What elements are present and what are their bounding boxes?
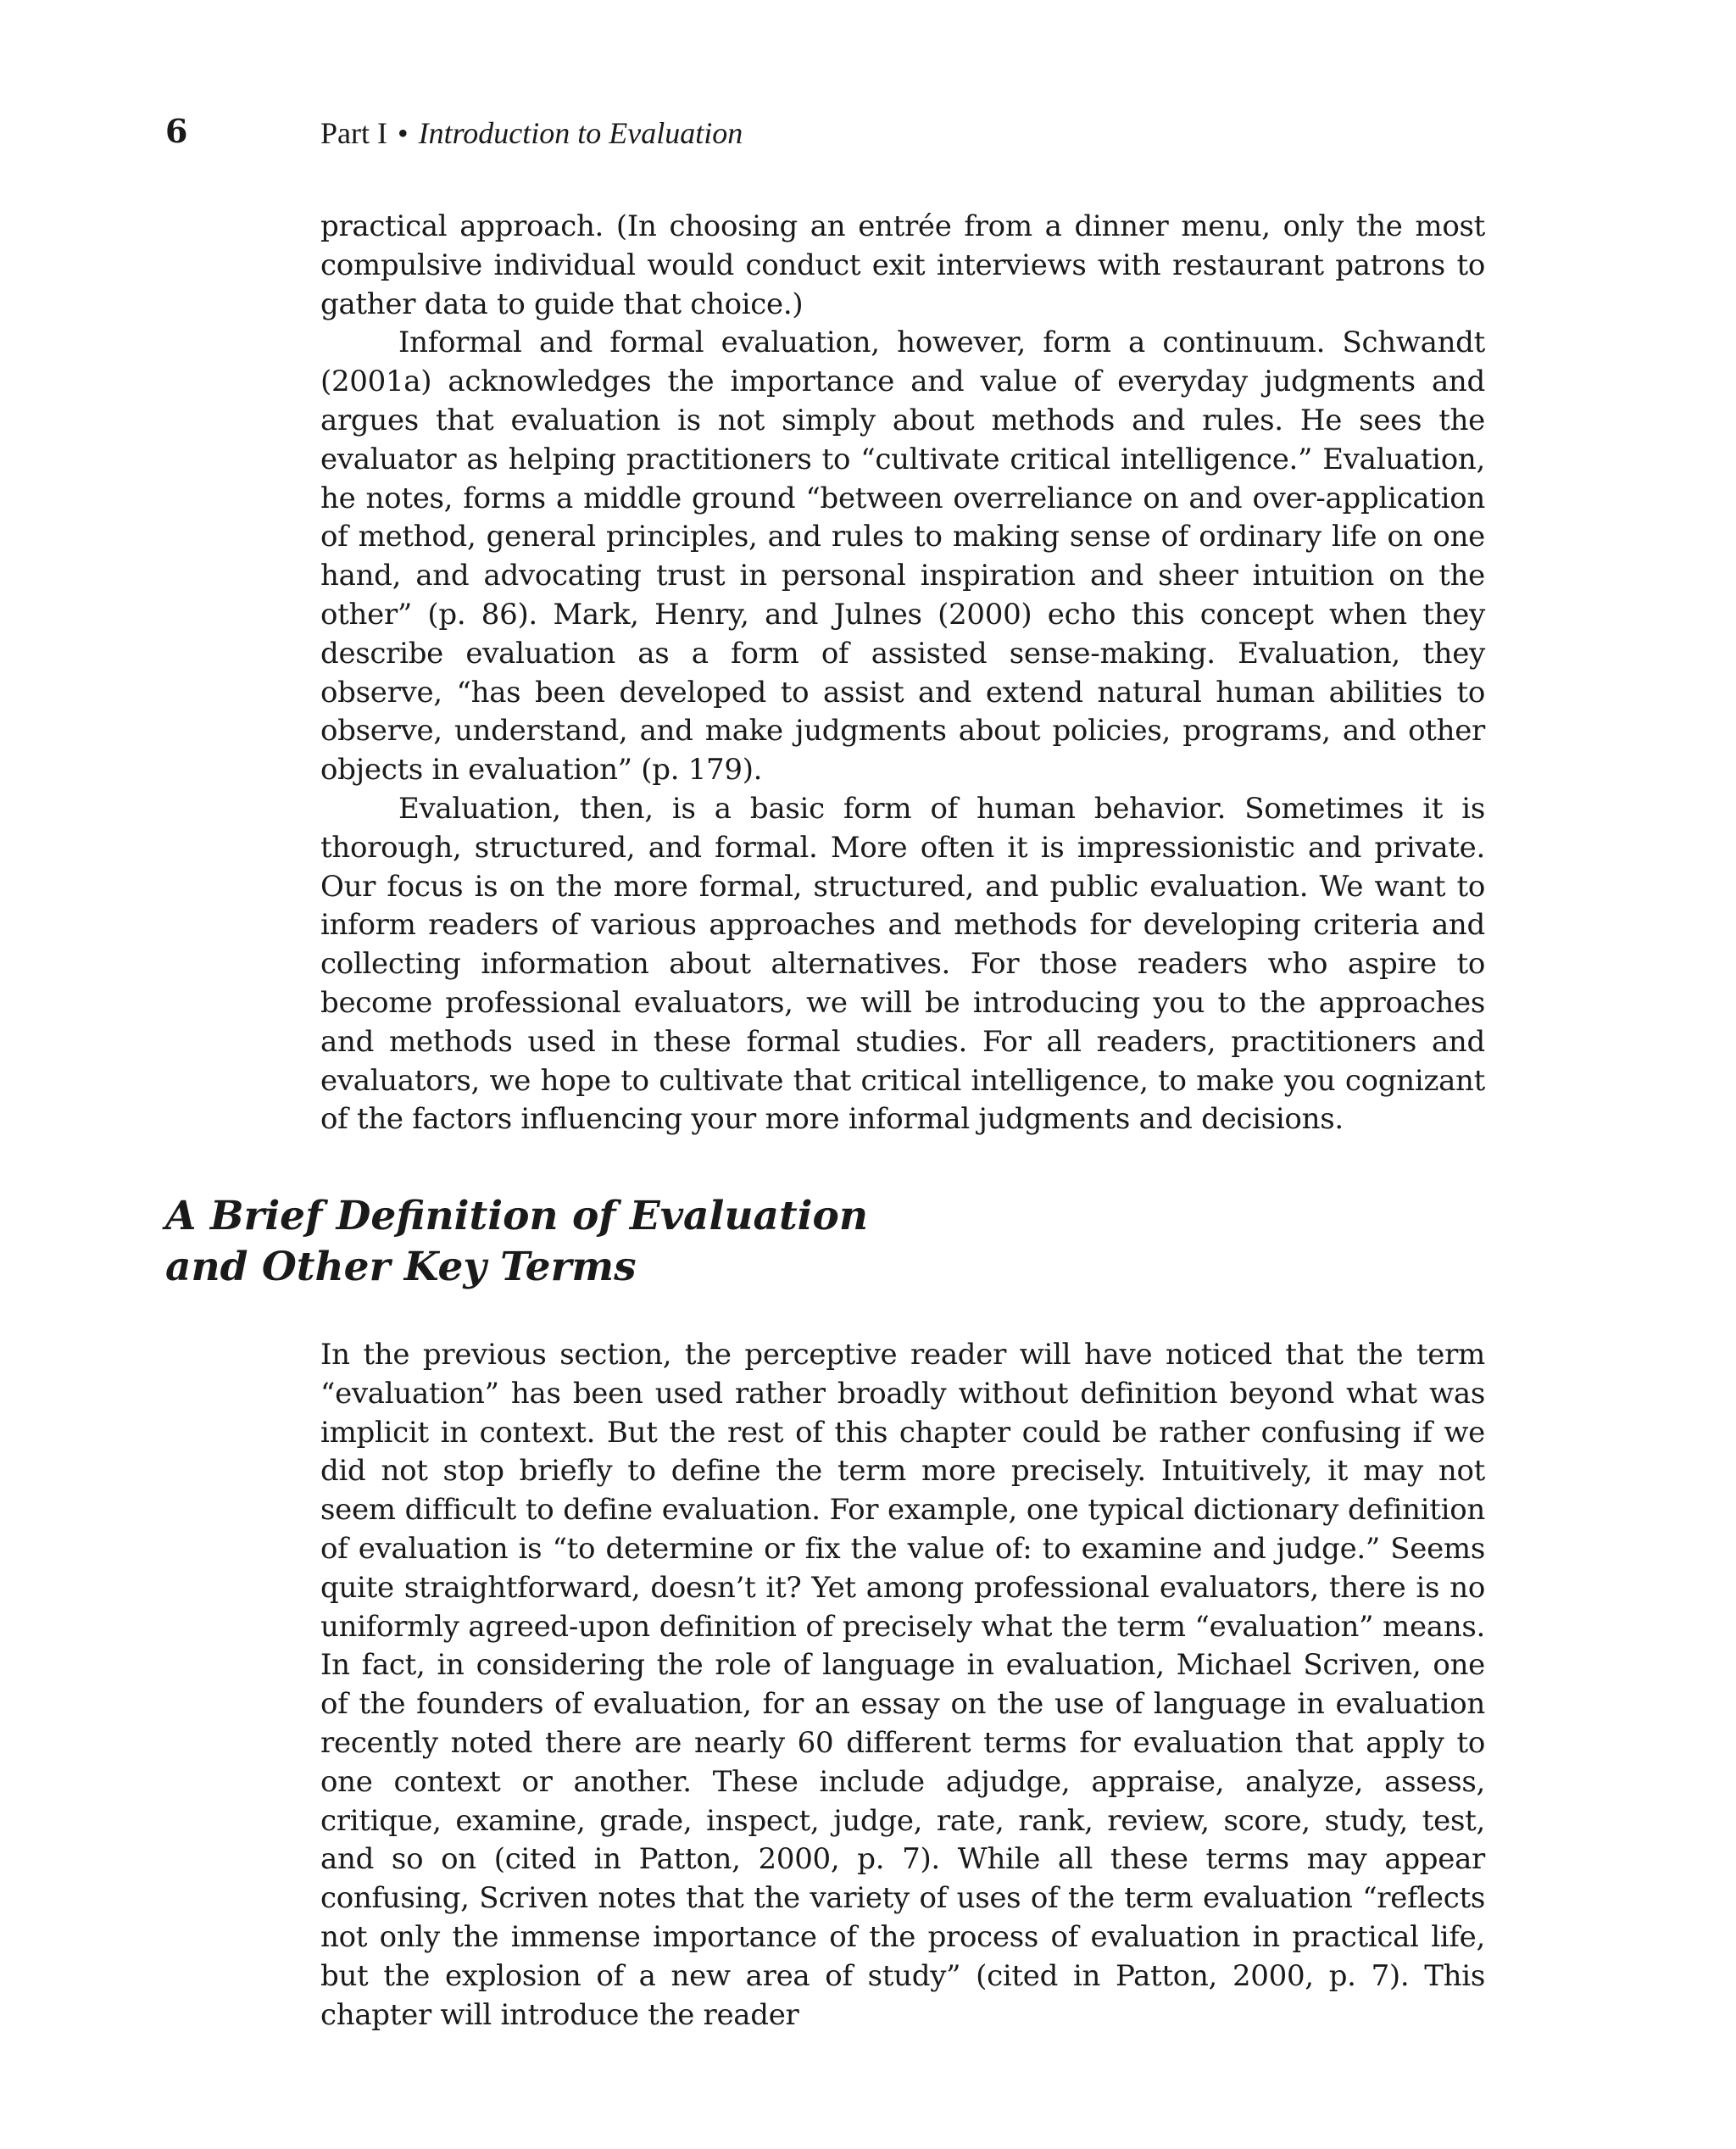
paragraph-continuation: practical approach. (In choosing an entrée from a dinner menu, only the most compulsive individual would conduct exit interviews with restaurant patrons to gather data to guide that choice.) <box>320 209 1485 321</box>
section-heading <box>165 1191 868 1293</box>
page-number: 6 <box>165 112 188 150</box>
body-text-top <box>320 208 1485 1139</box>
paragraph-basic-behavior: Evaluation, then, is a basic form of human behavior. Sometimes it is thorough, structured, and formal. More often it is impressionistic and private. Our focus is on the more formal, structured, and public evaluation. We want to inform readers of various approaches and methods for developing criteria and collecting information about alternatives. For those readers who aspire to become professional evaluators, we will be introducing you to the approaches and methods used in these formal studies. For all readers, practitioners and evaluators, we hope to cultivate that critical intelligence, to make you cognizant of the factors influencing your more informal judgments and decisions. <box>320 791 1485 1137</box>
section-heading-line1: A Brief Definition of Evaluation <box>165 1193 869 1239</box>
body-text-bottom <box>320 1336 1485 2035</box>
part-label: Part I <box>320 116 387 150</box>
section-heading-line2: and Other Key Terms <box>165 1244 637 1290</box>
paragraph-informal-formal: Informal and formal evaluation, however, form a continuum. Schwandt (2001a) acknowledges the importance and value of everyday judgments and argues that evaluation is not simply about methods and rules. He sees the evaluator as helping practitioners to “cultivate critical intelligence.” Evaluation, he notes, forms a middle ground “between overreliance on and over-application of method, general principles, and rules to making sense of ordinary life on one hand, and advocating trust in personal inspiration and sheer intuition on the other” (p. 86). Mark, Henry, and Julnes (2000) echo this concept when they describe evaluation as a form of assisted sense-making. Evaluation, they observe, “has been developed to assist and extend natural human abilities to observe, understand, and make judgments about policies, programs, and other objects in evaluation” (p. 179). <box>320 326 1485 788</box>
paragraph-definition: In the previous section, the perceptive reader will have noticed that the term “evaluation” has been used rather broadly without definition beyond what was implicit in context. But the rest of this chapter could be rather confusing if we did not stop briefly to define the term more precisely. Intuitively, it may not seem difficult to define evaluation. For example, one typical dictionary definition of evaluation is “to determine or fix the value of: to examine and judge.” Seems quite straightforward, doesn’t it? Yet among professional evaluators, there is no uniformly agreed-upon definition of precisely what the term “evaluation” means. In fact, in considering the role of language in evaluation, Michael Scriven, one of the founders of evaluation, for an essay on the use of language in evaluation recently noted there are nearly 60 different terms for evaluation that apply to one context or another. These include adjudge, appraise, analyze, assess, critique, examine, grade, inspect, judge, rate, rank, review, score, study, test, and so on (cited in Patton, 2000, p. 7). While all these terms may appear confusing, Scriven notes that the variety of uses of the term evaluation “reflects not only the immense importance of the process of evaluation in practical life, but the explosion of a new area of study” (cited in Patton, 2000, p. 7). This chapter will introduce the reader <box>320 1338 1485 2032</box>
bullet-separator: • <box>397 116 409 150</box>
running-head <box>320 116 743 150</box>
part-title: Introduction to Evaluation <box>418 116 743 150</box>
